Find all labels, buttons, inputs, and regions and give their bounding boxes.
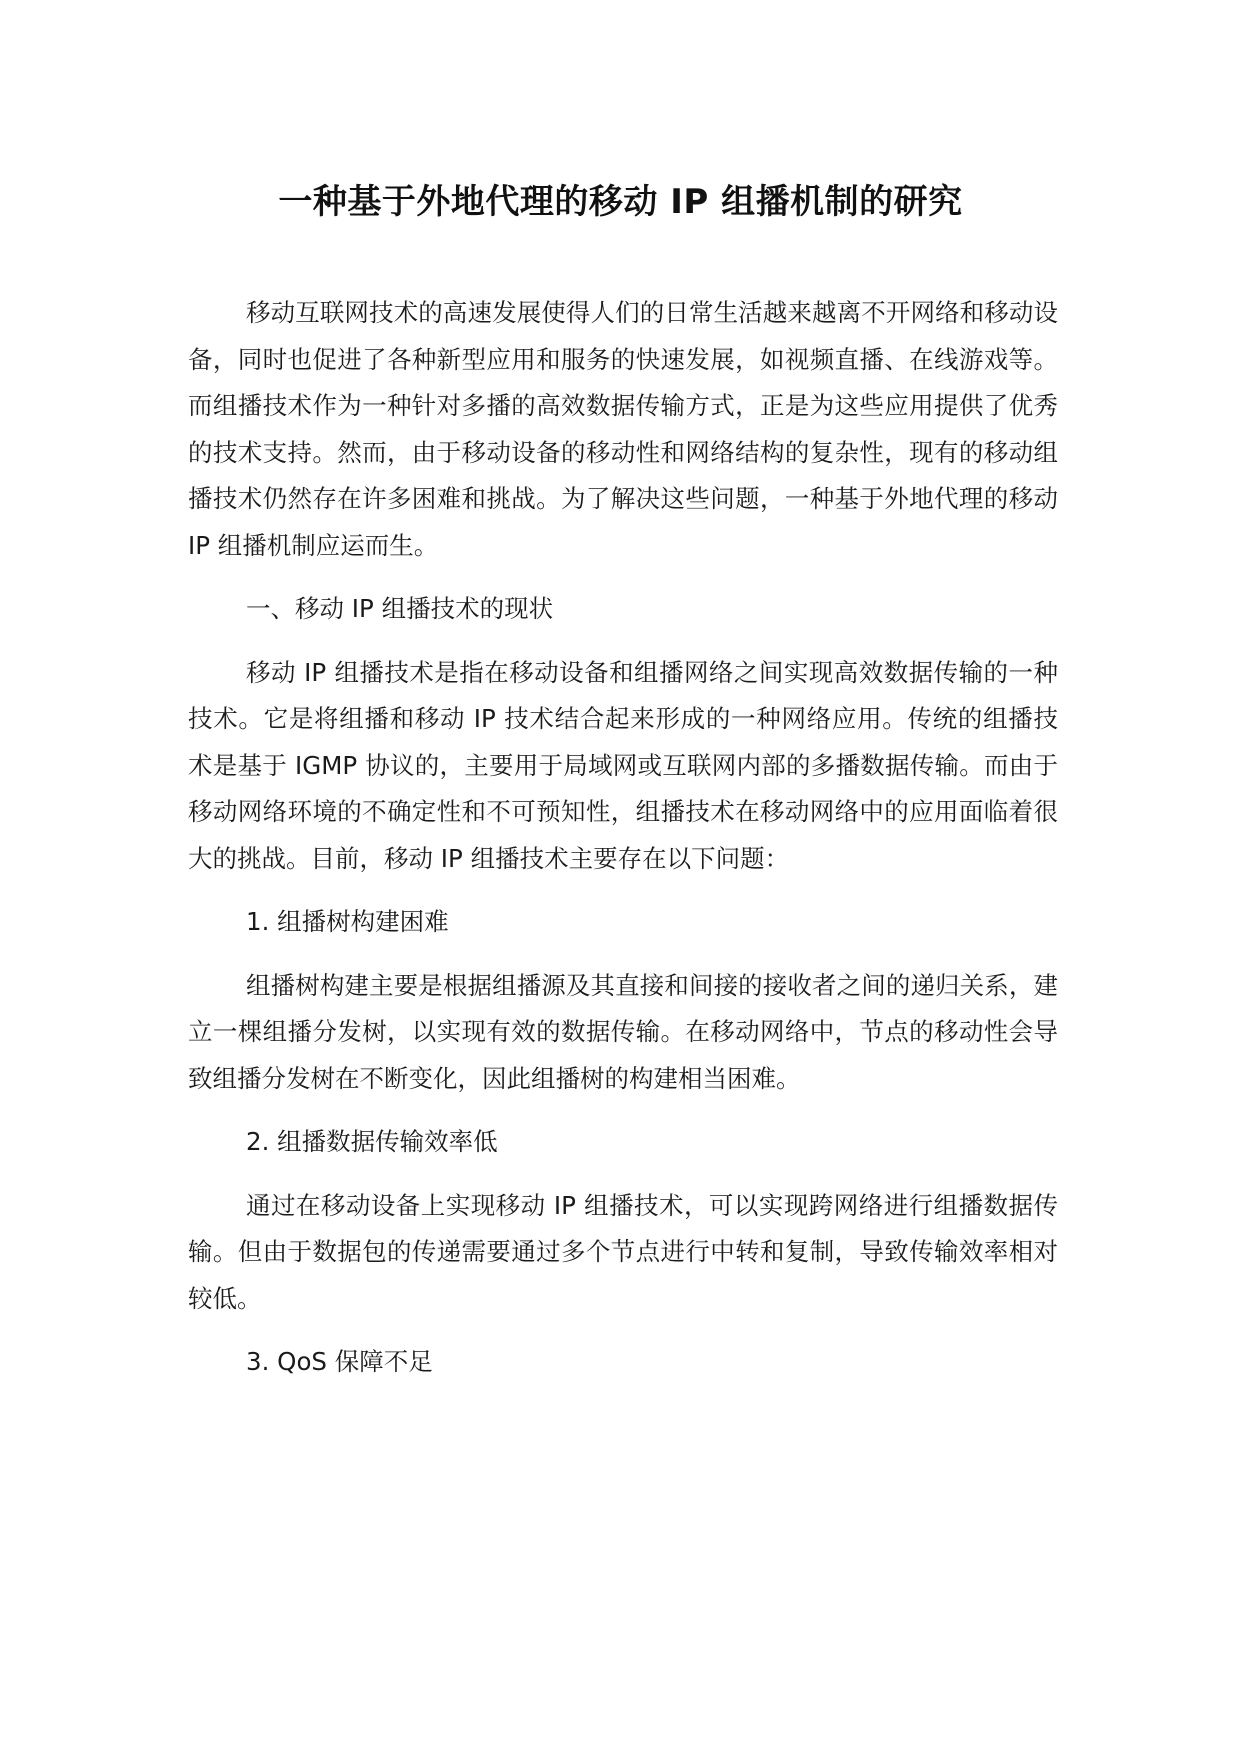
status-paragraph: 移动 IP 组播技术是指在移动设备和组播网络之间实现高效数据传输的一种技术。它是将组播和移动 IP 技术结合起来形成的一种网络应用。传统的组播技术是基于 IGMP 协议的，主要用于局域网或互联网内部的多播数据传输。而由于移动网络环境的不确定性和不可预知性，组播技术在移动网络中的应用面临着很大的挑战。目前，移动 IP 组播技术主要存在以下问题： bbox=[188, 657, 1058, 873]
document-body bbox=[188, 290, 1058, 1403]
section-heading-status: 一、移动 IP 组播技术的现状 bbox=[246, 594, 554, 623]
subheading-qos: 3. QoS 保障不足 bbox=[246, 1347, 433, 1376]
subheading-tree-construction: 1. 组播树构建困难 bbox=[246, 907, 449, 936]
subheading-transfer-efficiency: 2. 组播数据传输效率低 bbox=[246, 1127, 498, 1156]
document-title: 一种基于外地代理的移动 IP 组播机制的研究 bbox=[278, 182, 963, 222]
tree-construction-paragraph: 组播树构建主要是根据组播源及其直接和间接的接收者之间的递归关系，建立一棵组播分发树，以实现有效的数据传输。在移动网络中，节点的移动性会导致组播分发树在不断变化，因此组播树的构建相当困难。 bbox=[188, 970, 1058, 1093]
intro-paragraph: 移动互联网技术的高速发展使得人们的日常生活越来越离不开网络和移动设备，同时也促进了各种新型应用和服务的快速发展，如视频直播、在线游戏等。而组播技术作为一种针对多播的高效数据传输方式，正是为这些应用提供了优秀的技术支持。然而，由于移动设备的移动性和网络结构的复杂性，现有的移动组播技术仍然存在许多困难和挑战。为了解决这些问题，一种基于外地代理的移动 IP 组播机制应运而生。 bbox=[188, 298, 1058, 560]
transfer-efficiency-paragraph: 通过在移动设备上实现移动 IP 组播技术，可以实现跨网络进行组播数据传输。但由于数据包的传递需要通过多个节点进行中转和复制，导致传输效率相对较低。 bbox=[188, 1190, 1058, 1313]
